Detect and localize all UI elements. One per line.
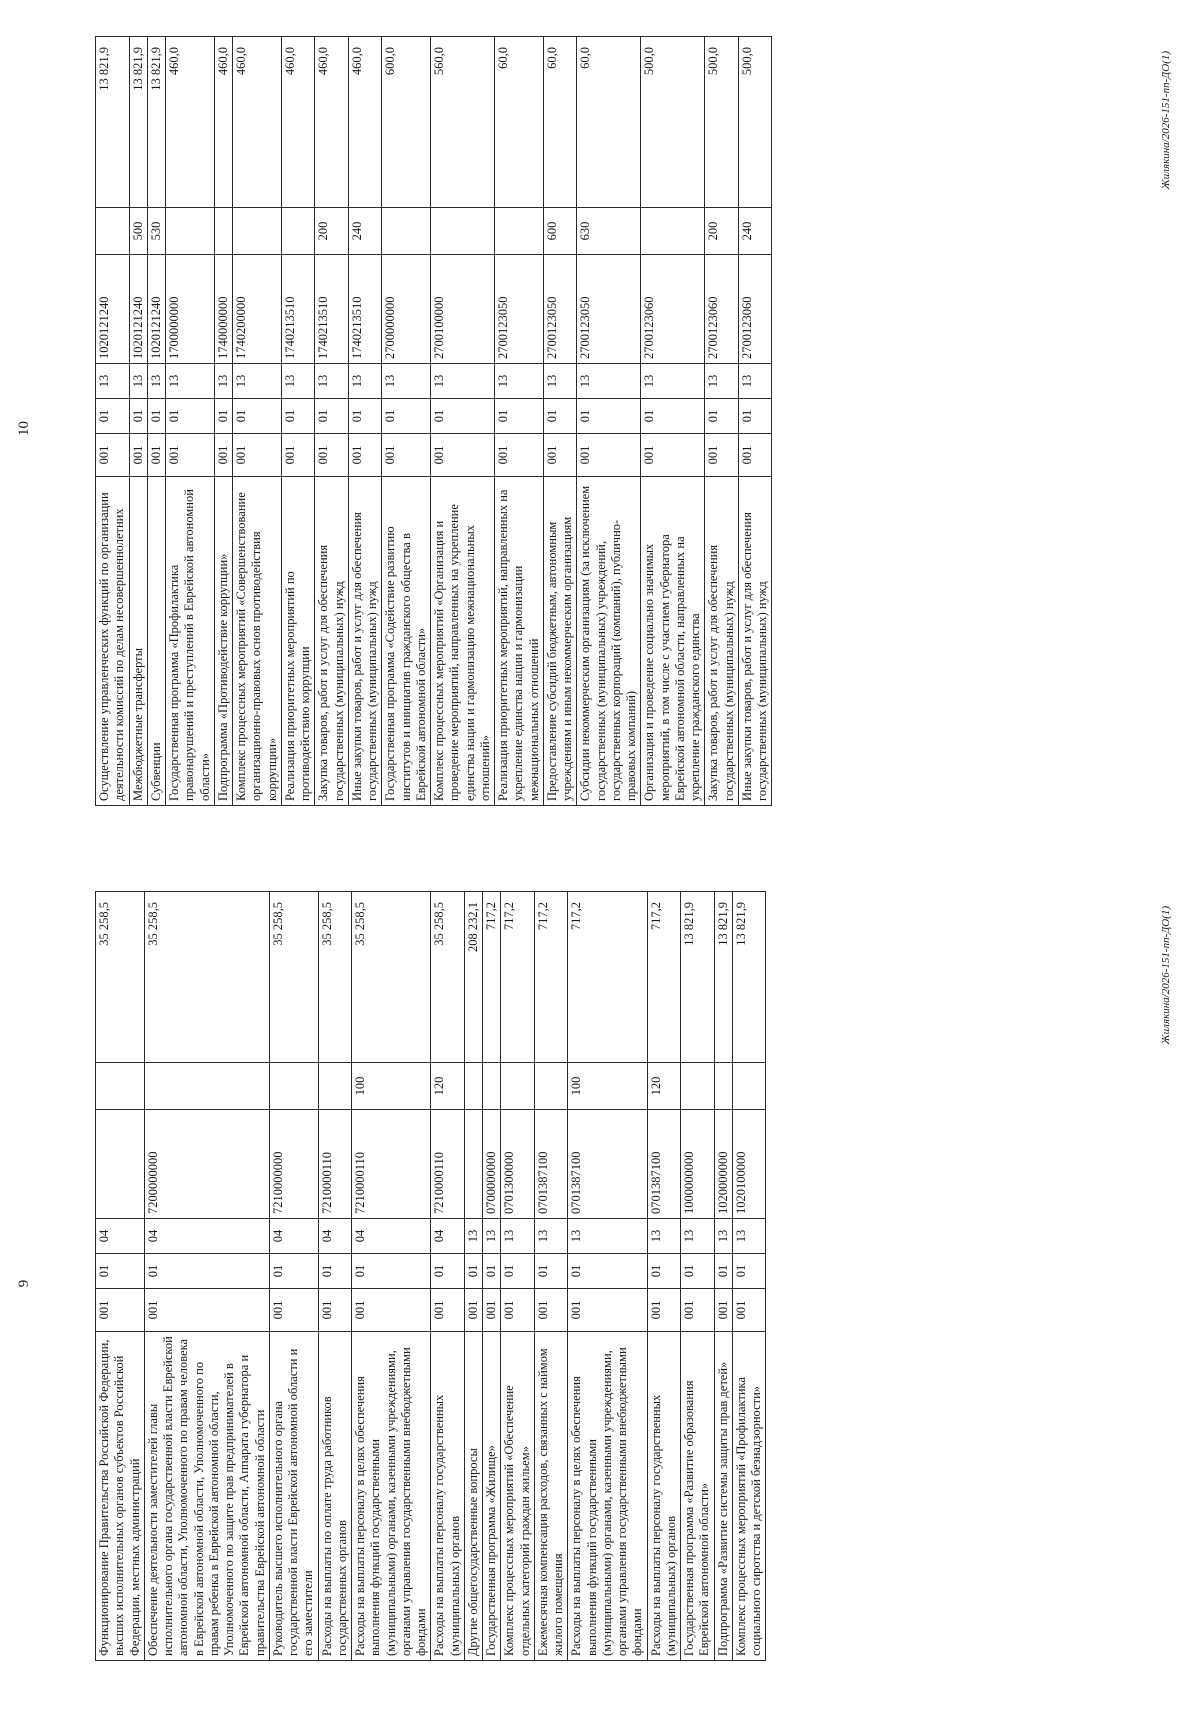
- row-vr-code-cell: [495, 208, 544, 255]
- table-row: [315, 37, 349, 806]
- row-vr-code-cell: 240: [348, 208, 382, 255]
- row-rz-code-cell: 01: [501, 1254, 535, 1289]
- row-vr-code-cell: 240: [738, 208, 772, 255]
- row-pr-code-cell: 04: [96, 1219, 145, 1254]
- row-rz-code-cell: 01: [495, 399, 544, 434]
- row-csr-code-cell: 1740213510: [281, 255, 315, 364]
- row-pr-code-cell: 13: [705, 364, 739, 399]
- row-pr-code-cell: 13: [382, 364, 431, 399]
- row-rz-code-cell: 01: [96, 399, 130, 434]
- row-sum-cell: 460,0: [233, 37, 282, 208]
- row-pr-code-cell: 13: [738, 364, 772, 399]
- row-name-cell: Обеспечение деятельности заместителей главы исполнительного органа государственной власти Еврейской автономной области, Уполномоченного по правам человека в Еврейской автономной области, Уполномоченного по правам ребенка в Еврейской автономной области, Уполномоченного по защите прав предпринимателей в Еврейской автономной области, Аппарата губернатора и правительства Еврейской автономной области: [144, 1332, 269, 1661]
- row-csr-code-cell: 1700000000: [166, 255, 215, 364]
- row-pr-code-cell: 13: [501, 1219, 535, 1254]
- row-sum-cell: 717,2: [501, 892, 535, 1063]
- row-sum-cell: 13 821,9: [129, 37, 147, 208]
- row-rz-code-cell: 01: [681, 1254, 715, 1289]
- row-name-cell: Государственная программа «Профилактика правонарушений и преступлений в Еврейской автономной области»: [166, 477, 215, 806]
- row-name-cell: Функционирование Правительства Российской Федерации, высших исполнительных органов субъектов Российской Федерации, местных администраций: [96, 1332, 145, 1661]
- table-row: [318, 892, 352, 1661]
- row-gr-code-cell: 001: [647, 1289, 681, 1332]
- row-rz-code-cell: 01: [464, 1254, 482, 1289]
- table-row: [147, 37, 165, 806]
- row-rz-code-cell: 01: [577, 399, 641, 434]
- row-name-cell: Осуществление управленческих функций по организации деятельности комиссий по делам несовершеннолетних: [96, 477, 130, 806]
- page-10: [0, 1, 1200, 856]
- row-pr-code-cell: 13: [315, 364, 349, 399]
- row-pr-code-cell: 13: [233, 364, 282, 399]
- row-sum-cell: 35 258,5: [431, 892, 465, 1063]
- row-name-cell: Государственная программа «Развитие образования Еврейской автономной области»: [681, 1332, 715, 1661]
- row-gr-code-cell: 001: [144, 1289, 269, 1332]
- row-rz-code-cell: 01: [543, 399, 577, 434]
- row-name-cell: Комплекс процессных мероприятий «Обеспечение отдельных категорий граждан жильем»: [501, 1332, 535, 1661]
- row-gr-code-cell: 001: [534, 1289, 568, 1332]
- row-csr-code-cell: 1020000000: [714, 1110, 732, 1219]
- row-name-cell: Расходы на выплаты персоналу государственных (муниципальных) органов: [647, 1332, 681, 1661]
- row-gr-code-cell: 001: [96, 434, 130, 477]
- row-sum-cell: 600,0: [382, 37, 431, 208]
- table-row: [543, 37, 577, 806]
- row-name-cell: Подпрограмма «Противодействие коррупции»: [214, 477, 232, 806]
- row-sum-cell: 35 258,5: [144, 892, 269, 1063]
- row-gr-code-cell: 001: [382, 434, 431, 477]
- row-vr-code-cell: [214, 208, 232, 255]
- row-sum-cell: 60,0: [543, 37, 577, 208]
- row-name-cell: Расходы на выплаты по оплате труда работников государственных органов: [318, 1332, 352, 1661]
- row-name-cell: Ежемесячная компенсация расходов, связанных с наймом жилого помещения: [534, 1332, 568, 1661]
- row-name-cell: Предоставление субсидий бюджетным, автономным учреждениям и иным некоммерческим организациям: [543, 477, 577, 806]
- table-row: [214, 37, 232, 806]
- row-vr-code-cell: [501, 1063, 535, 1110]
- budget-table: [95, 891, 766, 1661]
- row-vr-code-cell: 200: [315, 208, 349, 255]
- row-rz-code-cell: 01: [318, 1254, 352, 1289]
- row-csr-code-cell: 2700123060: [738, 255, 772, 364]
- row-name-cell: Иные закупки товаров, работ и услуг для обеспечения государственных (муниципальных) нужд: [738, 477, 772, 806]
- row-sum-cell: 560,0: [431, 37, 495, 208]
- row-csr-code-cell: 1740213510: [348, 255, 382, 364]
- table-row: [483, 892, 501, 1661]
- row-sum-cell: 60,0: [495, 37, 544, 208]
- row-csr-code-cell: 2700100000: [431, 255, 495, 364]
- row-pr-code-cell: 13: [464, 1219, 482, 1254]
- row-sum-cell: 13 821,9: [147, 37, 165, 208]
- table-row: [495, 37, 544, 806]
- table-row: [129, 37, 147, 806]
- row-sum-cell: 460,0: [315, 37, 349, 208]
- table-row: [732, 892, 766, 1661]
- row-sum-cell: 13 821,9: [681, 892, 715, 1063]
- row-rz-code-cell: 01: [714, 1254, 732, 1289]
- row-pr-code-cell: 13: [568, 1219, 647, 1254]
- row-rz-code-cell: 01: [281, 399, 315, 434]
- row-rz-code-cell: 01: [269, 1254, 318, 1289]
- row-name-cell: Государственная программа «Жилище»: [483, 1332, 501, 1661]
- row-rz-code-cell: 01: [315, 399, 349, 434]
- row-pr-code-cell: 04: [269, 1219, 318, 1254]
- row-pr-code-cell: 04: [431, 1219, 465, 1254]
- row-gr-code-cell: 001: [214, 434, 232, 477]
- budget-table-body: [96, 37, 772, 806]
- row-sum-cell: 35 258,5: [96, 892, 145, 1063]
- table-row: [96, 37, 130, 806]
- row-pr-code-cell: 13: [431, 364, 495, 399]
- table-row: [738, 37, 772, 806]
- row-rz-code-cell: 01: [166, 399, 215, 434]
- row-name-cell: Организация и проведение социально значимых мероприятий, в том числе с участием губернатора Еврейской автономной области, направленных на укрепление гражданского единства: [641, 477, 705, 806]
- table-row: [568, 892, 647, 1661]
- row-name-cell: Субвенции: [147, 477, 165, 806]
- page-9: [0, 856, 1200, 1711]
- row-csr-code-cell: 7210000000: [269, 1110, 318, 1219]
- table-row: [464, 892, 482, 1661]
- row-gr-code-cell: 001: [281, 434, 315, 477]
- row-gr-code-cell: 001: [495, 434, 544, 477]
- row-csr-code-cell: 2700000000: [382, 255, 431, 364]
- row-sum-cell: 35 258,5: [269, 892, 318, 1063]
- row-gr-code-cell: 001: [577, 434, 641, 477]
- row-gr-code-cell: 001: [681, 1289, 715, 1332]
- row-pr-code-cell: 13: [647, 1219, 681, 1254]
- row-csr-code-cell: 1740213510: [315, 255, 349, 364]
- row-csr-code-cell: 7210000110: [431, 1110, 465, 1219]
- row-sum-cell: 717,2: [483, 892, 501, 1063]
- row-gr-code-cell: 001: [501, 1289, 535, 1332]
- row-sum-cell: 460,0: [214, 37, 232, 208]
- row-gr-code-cell: 001: [96, 1289, 145, 1332]
- row-rz-code-cell: 01: [96, 1254, 145, 1289]
- row-gr-code-cell: 001: [483, 1289, 501, 1332]
- table-row: [501, 892, 535, 1661]
- row-name-cell: Расходы на выплаты персоналу в целях обеспечения выполнения функций государственными (муниципальными) органами, казенными учреждениями, органами управления государственными внебюджетными фондами: [568, 1332, 647, 1661]
- document-footer: Жилякина/2026-151-пп-ДО(1): [1160, 906, 1172, 1045]
- row-csr-code-cell: 0701300000: [501, 1110, 535, 1219]
- row-gr-code-cell: 001: [352, 1289, 431, 1332]
- row-pr-code-cell: 13: [214, 364, 232, 399]
- row-name-cell: Руководитель высшего исполнительного органа государственной власти Еврейской автономной области и его заместители: [269, 1332, 318, 1661]
- row-name-cell: Комплекс процессных мероприятий «Совершенствование организационно-правовых основ противодействия коррупции»: [233, 477, 282, 806]
- table-row: [96, 892, 145, 1661]
- row-csr-code-cell: 2700123050: [577, 255, 641, 364]
- row-name-cell: Субсидии некоммерческим организациям (за исключением государственных (муниципальных) учреждений, государственных корпораций (компаний), публично-правовых компаний): [577, 477, 641, 806]
- row-csr-code-cell: 0701387100: [647, 1110, 681, 1219]
- table-row: [577, 37, 641, 806]
- row-name-cell: Другие общегосударственные вопросы: [464, 1332, 482, 1661]
- row-gr-code-cell: 001: [233, 434, 282, 477]
- row-csr-code-cell: [464, 1110, 482, 1219]
- row-pr-code-cell: 13: [96, 364, 130, 399]
- budget-table-body: [96, 892, 766, 1661]
- row-vr-code-cell: 120: [647, 1063, 681, 1110]
- row-vr-code-cell: 100: [352, 1063, 431, 1110]
- row-name-cell: Комплекс процессных мероприятий «Профилактика социального сиротства и детской безнадзорности»: [732, 1332, 766, 1661]
- row-csr-code-cell: 1020121240: [129, 255, 147, 364]
- row-vr-code-cell: [483, 1063, 501, 1110]
- row-vr-code-cell: 120: [431, 1063, 465, 1110]
- row-sum-cell: 500,0: [705, 37, 739, 208]
- row-pr-code-cell: 04: [352, 1219, 431, 1254]
- row-pr-code-cell: 13: [714, 1219, 732, 1254]
- row-gr-code-cell: 001: [348, 434, 382, 477]
- table-row: [233, 37, 282, 806]
- row-vr-code-cell: [281, 208, 315, 255]
- row-vr-code-cell: [534, 1063, 568, 1110]
- row-csr-code-cell: 0701387100: [534, 1110, 568, 1219]
- table-row: [647, 892, 681, 1661]
- row-vr-code-cell: [318, 1063, 352, 1110]
- row-vr-code-cell: 600: [543, 208, 577, 255]
- row-vr-code-cell: 100: [568, 1063, 647, 1110]
- row-vr-code-cell: [382, 208, 431, 255]
- row-vr-code-cell: [714, 1063, 732, 1110]
- row-gr-code-cell: 001: [147, 434, 165, 477]
- row-rz-code-cell: 01: [214, 399, 232, 434]
- row-sum-cell: 500,0: [641, 37, 705, 208]
- row-csr-code-cell: 1020121240: [96, 255, 130, 364]
- document-footer: Жилякина/2026-151-пп-ДО(1): [1160, 51, 1172, 190]
- table-row: [705, 37, 739, 806]
- table-row: [166, 37, 215, 806]
- row-vr-code-cell: [641, 208, 705, 255]
- row-rz-code-cell: 01: [483, 1254, 501, 1289]
- row-csr-code-cell: 7210000110: [318, 1110, 352, 1219]
- row-csr-code-cell: 1740200000: [233, 255, 282, 364]
- row-rz-code-cell: 01: [705, 399, 739, 434]
- row-gr-code-cell: 001: [738, 434, 772, 477]
- row-pr-code-cell: 04: [318, 1219, 352, 1254]
- row-pr-code-cell: 13: [483, 1219, 501, 1254]
- row-sum-cell: 13 821,9: [732, 892, 766, 1063]
- row-csr-code-cell: 2700123060: [641, 255, 705, 364]
- row-rz-code-cell: 01: [568, 1254, 647, 1289]
- table-row: [431, 37, 495, 806]
- row-pr-code-cell: 13: [732, 1219, 766, 1254]
- row-sum-cell: 717,2: [568, 892, 647, 1063]
- row-gr-code-cell: 001: [431, 434, 495, 477]
- row-vr-code-cell: [732, 1063, 766, 1110]
- row-csr-code-cell: 1020100000: [732, 1110, 766, 1219]
- row-sum-cell: 500,0: [738, 37, 772, 208]
- row-pr-code-cell: 13: [543, 364, 577, 399]
- row-gr-code-cell: 001: [318, 1289, 352, 1332]
- row-gr-code-cell: 001: [705, 434, 739, 477]
- table-row: [348, 37, 382, 806]
- row-vr-code-cell: 630: [577, 208, 641, 255]
- row-rz-code-cell: 01: [348, 399, 382, 434]
- table-row: [681, 892, 715, 1661]
- table-row: [382, 37, 431, 806]
- row-pr-code-cell: 04: [144, 1219, 269, 1254]
- row-csr-code-cell: 0701387100: [568, 1110, 647, 1219]
- table-row: [714, 892, 732, 1661]
- page-number: 9: [16, 1279, 32, 1288]
- row-vr-code-cell: [233, 208, 282, 255]
- row-gr-code-cell: 001: [166, 434, 215, 477]
- row-name-cell: Расходы на выплаты персоналу в целях обеспечения выполнения функций государственными (муниципальными) органами, казенными учреждениями, органами управления государственными внебюджетными фондами: [352, 1332, 431, 1661]
- row-gr-code-cell: 001: [732, 1289, 766, 1332]
- row-gr-code-cell: 001: [269, 1289, 318, 1332]
- row-pr-code-cell: 13: [641, 364, 705, 399]
- table-row: [641, 37, 705, 806]
- table-row: [431, 892, 465, 1661]
- row-gr-code-cell: 001: [714, 1289, 732, 1332]
- budget-table: [95, 36, 772, 806]
- table-row: [269, 892, 318, 1661]
- row-gr-code-cell: 001: [641, 434, 705, 477]
- row-name-cell: Расходы на выплаты персоналу государственных (муниципальных) органов: [431, 1332, 465, 1661]
- row-rz-code-cell: 01: [352, 1254, 431, 1289]
- row-rz-code-cell: 01: [129, 399, 147, 434]
- row-csr-code-cell: 0700000000: [483, 1110, 501, 1219]
- row-name-cell: Реализация приоритетных мероприятий, направленных на укрепление единства нации и гармонизации межнациональных отношений: [495, 477, 544, 806]
- row-rz-code-cell: 01: [738, 399, 772, 434]
- row-gr-code-cell: 001: [129, 434, 147, 477]
- row-rz-code-cell: 01: [144, 1254, 269, 1289]
- row-name-cell: Закупка товаров, работ и услуг для обеспечения государственных (муниципальных) нужд: [705, 477, 739, 806]
- row-vr-code-cell: [464, 1063, 482, 1110]
- row-sum-cell: 717,2: [647, 892, 681, 1063]
- row-pr-code-cell: 13: [166, 364, 215, 399]
- row-name-cell: Государственная программа «Содействие развитию институтов и инициатив гражданского общества в Еврейской автономной области»: [382, 477, 431, 806]
- row-rz-code-cell: 01: [641, 399, 705, 434]
- row-vr-code-cell: 200: [705, 208, 739, 255]
- row-name-cell: Иные закупки товаров, работ и услуг для обеспечения государственных (муниципальных) нужд: [348, 477, 382, 806]
- row-sum-cell: 208 232,1: [464, 892, 482, 1063]
- row-sum-cell: 13 821,9: [96, 37, 130, 208]
- row-pr-code-cell: 13: [348, 364, 382, 399]
- row-vr-code-cell: [269, 1063, 318, 1110]
- row-name-cell: Межбюджетные трансферты: [129, 477, 147, 806]
- row-gr-code-cell: 001: [568, 1289, 647, 1332]
- row-vr-code-cell: [144, 1063, 269, 1110]
- row-sum-cell: 35 258,5: [318, 892, 352, 1063]
- row-csr-code-cell: 7210000110: [352, 1110, 431, 1219]
- row-pr-code-cell: 13: [281, 364, 315, 399]
- row-pr-code-cell: 13: [495, 364, 544, 399]
- row-vr-code-cell: [431, 208, 495, 255]
- row-csr-code-cell: 2700123050: [495, 255, 544, 364]
- row-rz-code-cell: 01: [382, 399, 431, 434]
- row-name-cell: Подпрограмма «Развитие системы защиты прав детей»: [714, 1332, 732, 1661]
- row-vr-code-cell: [96, 208, 130, 255]
- row-sum-cell: 717,2: [534, 892, 568, 1063]
- row-rz-code-cell: 01: [147, 399, 165, 434]
- row-csr-code-cell: 2700123060: [705, 255, 739, 364]
- row-csr-code-cell: 1020121240: [147, 255, 165, 364]
- row-gr-code-cell: 001: [315, 434, 349, 477]
- row-name-cell: Комплекс процессных мероприятий «Организация и проведение мероприятий, направленных на укрепление единства нации и гармонизацию межнациональных отношений»: [431, 477, 495, 806]
- row-name-cell: Закупка товаров, работ и услуг для обеспечения государственных (муниципальных) нужд: [315, 477, 349, 806]
- table-row: [281, 37, 315, 806]
- row-rz-code-cell: 01: [233, 399, 282, 434]
- row-rz-code-cell: 01: [647, 1254, 681, 1289]
- row-vr-code-cell: 500: [129, 208, 147, 255]
- row-pr-code-cell: 13: [147, 364, 165, 399]
- row-pr-code-cell: 13: [534, 1219, 568, 1254]
- row-gr-code-cell: 001: [431, 1289, 465, 1332]
- table-row: [144, 892, 269, 1661]
- row-rz-code-cell: 01: [431, 399, 495, 434]
- row-sum-cell: 460,0: [348, 37, 382, 208]
- row-pr-code-cell: 13: [577, 364, 641, 399]
- row-sum-cell: 35 258,5: [352, 892, 431, 1063]
- row-gr-code-cell: 001: [464, 1289, 482, 1332]
- row-sum-cell: 13 821,9: [714, 892, 732, 1063]
- row-sum-cell: 460,0: [166, 37, 215, 208]
- row-name-cell: Реализация приоритетных мероприятий по противодействию коррупции: [281, 477, 315, 806]
- row-csr-code-cell: 1000000000: [681, 1110, 715, 1219]
- row-gr-code-cell: 001: [543, 434, 577, 477]
- row-rz-code-cell: 01: [431, 1254, 465, 1289]
- row-csr-code-cell: 2700123050: [543, 255, 577, 364]
- row-vr-code-cell: [96, 1063, 145, 1110]
- row-csr-code-cell: [96, 1110, 145, 1219]
- table-row: [352, 892, 431, 1661]
- row-sum-cell: 460,0: [281, 37, 315, 208]
- row-pr-code-cell: 13: [129, 364, 147, 399]
- row-rz-code-cell: 01: [534, 1254, 568, 1289]
- row-rz-code-cell: 01: [732, 1254, 766, 1289]
- row-vr-code-cell: [166, 208, 215, 255]
- row-csr-code-cell: 7200000000: [144, 1110, 269, 1219]
- table-row: [534, 892, 568, 1661]
- row-csr-code-cell: 1740000000: [214, 255, 232, 364]
- row-vr-code-cell: [681, 1063, 715, 1110]
- row-sum-cell: 60,0: [577, 37, 641, 208]
- page-number: 10: [16, 421, 32, 436]
- row-pr-code-cell: 13: [681, 1219, 715, 1254]
- row-vr-code-cell: 530: [147, 208, 165, 255]
